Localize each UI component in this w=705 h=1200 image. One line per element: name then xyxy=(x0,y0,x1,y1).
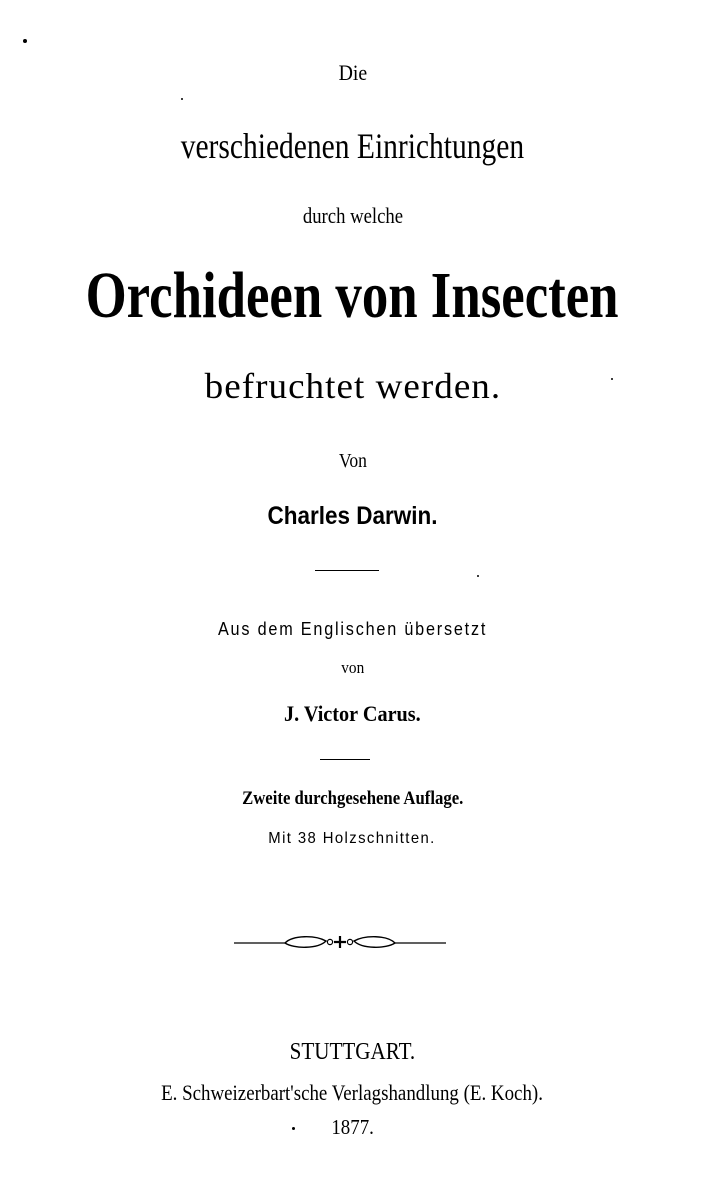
title-line-durch-welche: durch welche xyxy=(302,203,403,228)
ink-speck xyxy=(477,575,479,577)
title-line-die: Die xyxy=(338,60,367,85)
divider-rule xyxy=(320,759,370,760)
main-title: Orchideen von Insecten xyxy=(86,259,619,332)
divider-rule xyxy=(315,570,379,571)
ink-speck xyxy=(181,98,183,100)
title-line-befruchtet: befruchtet werden. xyxy=(204,366,501,406)
title-line-verschiedenen: verschiedenen Einrichtungen xyxy=(180,126,525,166)
ink-speck xyxy=(23,39,27,43)
ink-speck xyxy=(611,378,613,380)
translator-name: J. Victor Carus. xyxy=(284,701,421,726)
author-name: Charles Darwin. xyxy=(267,502,438,530)
imprint-year: 1877. xyxy=(331,1115,374,1139)
imprint-city: STUTTGART. xyxy=(289,1039,416,1065)
by-line-von: Von xyxy=(338,450,367,472)
edition-note: Zweite durchgesehene Auflage. xyxy=(241,788,464,809)
translation-note: Aus dem Englischen übersetzt xyxy=(217,619,488,639)
illustrations-note: Mit 38 Holzschnitten. xyxy=(268,830,437,847)
translator-von: von xyxy=(341,658,364,677)
imprint-publisher: E. Schweizerbart'sche Verlagshandlung (E. Koch). xyxy=(161,1080,544,1105)
ink-speck xyxy=(292,1127,295,1130)
ornament-divider xyxy=(230,930,450,954)
